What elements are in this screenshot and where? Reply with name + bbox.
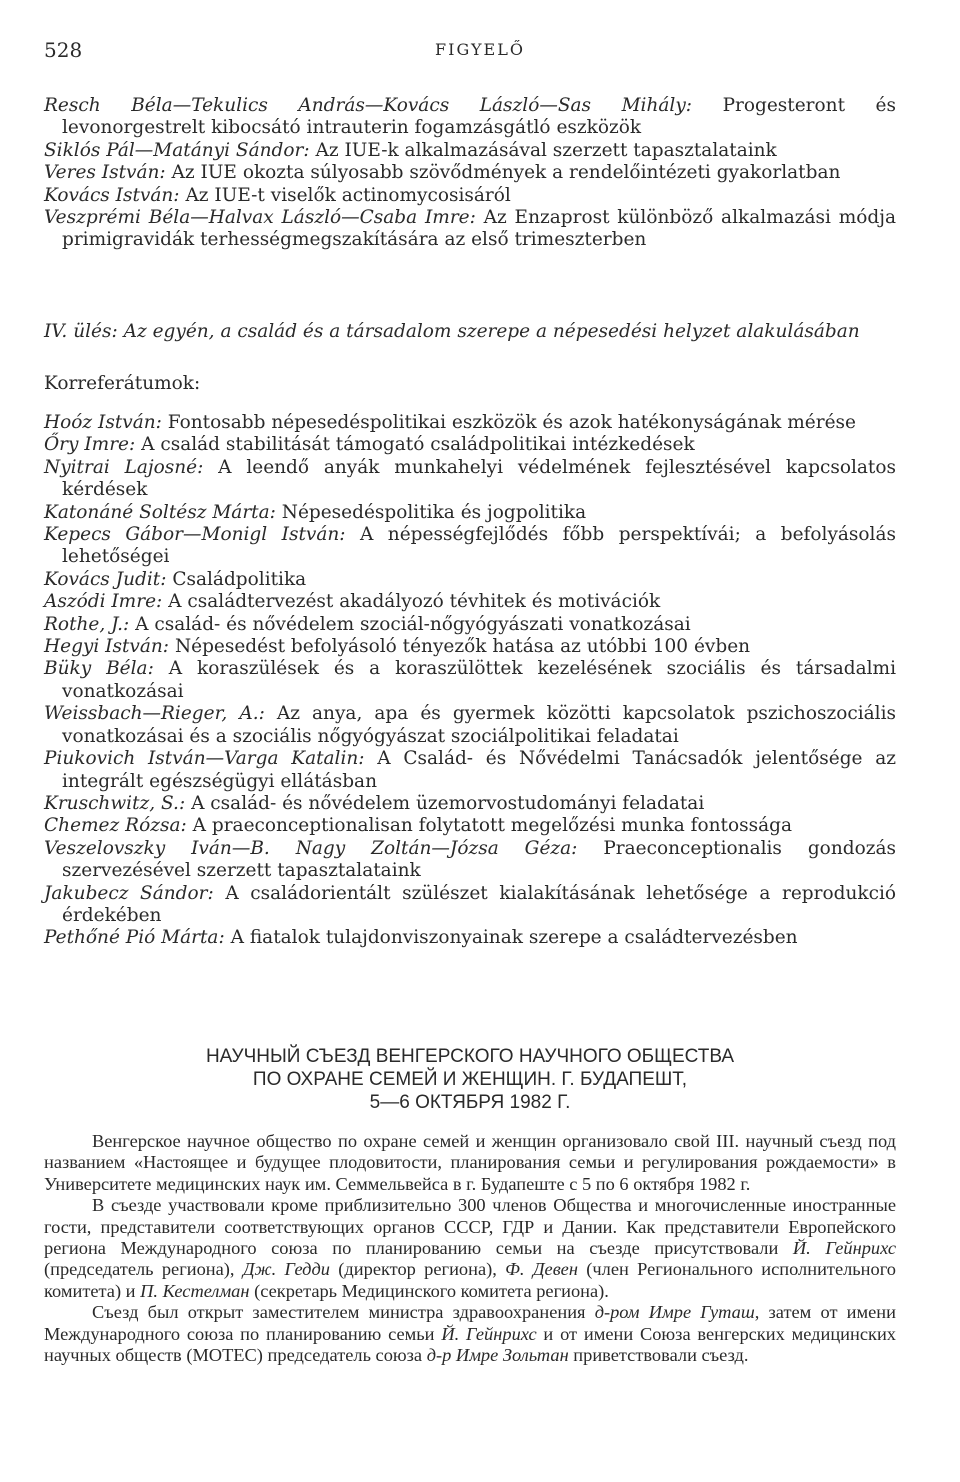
text-run: и от имени Союза венгерских медицинских научных обществ (МОТЕС) председатель союза xyxy=(44,1323,896,1366)
list-item xyxy=(44,95,896,140)
entry-author: Kruschwitz, S.: xyxy=(44,792,186,814)
entry-title: Fontosabb népesedéspolitikai eszközök és azok hatékonyságának mérése xyxy=(167,412,856,433)
session-number: IV. ülés: xyxy=(44,321,118,342)
list-item xyxy=(44,658,896,703)
entry-title: Az IUE-k alkalmazásával szerzett tapasztalataink xyxy=(315,139,777,161)
list-item xyxy=(44,883,896,928)
list-item xyxy=(44,162,896,184)
list-item xyxy=(44,614,896,636)
entry-author: Piukovich István—Varga Katalin: xyxy=(44,748,365,770)
entry-author: Veres István: xyxy=(44,162,166,184)
entry-title: A család- és nővédelem üzemorvostudományi feladatai xyxy=(191,792,705,814)
entry-title: A családtervezést akadályozó tévhitek és motivációk xyxy=(168,591,661,613)
text-run: приветствовали съезд. xyxy=(568,1345,749,1366)
entry-author: Veszelovszky Iván—B. Nagy Zoltán—Józsa Géza: xyxy=(44,837,578,859)
entry-author: Büky Béla: xyxy=(44,658,154,680)
list-item xyxy=(44,457,896,502)
page-number: 528 xyxy=(44,38,83,62)
entry-author: Siklós Pál—Matányi Sándor: xyxy=(44,139,310,161)
list-item xyxy=(44,185,896,207)
entry-title: A család- és nővédelem szociál-nőgyógyászati vonatkozásai xyxy=(135,613,691,635)
session-heading xyxy=(44,320,896,344)
entry-author: Chemez Rózsa: xyxy=(44,815,187,837)
text-run: (член Регионального исполнительного комитета) и xyxy=(44,1259,896,1301)
list-item xyxy=(44,524,896,569)
text-run: (председатель региона), xyxy=(44,1259,243,1280)
person-name: Й. Гейнрихс xyxy=(792,1238,896,1259)
section-body xyxy=(44,1131,896,1366)
section-title-line: НАУЧНЫЙ СЪЕЗД ВЕНГЕРСКОГО НАУЧНОГО ОБЩЕСТВА xyxy=(205,1046,735,1067)
paragraph xyxy=(44,1195,896,1302)
person-name: д-р Имре Зольтан xyxy=(426,1345,569,1366)
entry-title: Az IUE okozta súlyosabb szövődmények a rendelőintézeti gyakorlatban xyxy=(171,162,841,184)
entry-title: Népesedést befolyásoló tényezők hatása az utóbbi 100 évben xyxy=(174,636,751,658)
entry-title: A családorientált szülészet kialakításának lehetősége a reprodukció érdekében xyxy=(62,882,896,926)
list-item xyxy=(44,434,896,456)
entry-title: A praeconceptionalisan folytatott megelőzési munka fontossága xyxy=(192,815,792,837)
person-name: Ф. Девен xyxy=(505,1259,578,1280)
entry-author: Kepecs Gábor—Monigl István: xyxy=(44,524,346,546)
entry-title: A koraszülések és a koraszülöttek kezelésének szociális és társadalmi vonatkozásai xyxy=(62,658,896,702)
entry-title: A Család- és Nővédelmi Tanácsadók jelentősége az integrált egészségügyi ellátásban xyxy=(62,748,896,792)
section-title-line: 5—6 ОКТЯБРЯ 1982 Г. xyxy=(369,1092,571,1113)
list-item xyxy=(44,569,896,591)
person-name: Й. Гейнрихс xyxy=(441,1323,537,1344)
list-item xyxy=(44,815,896,837)
entry-author: Rothe, J.: xyxy=(44,613,130,635)
list-item xyxy=(44,703,896,748)
subheading: Korreferátumok: xyxy=(44,373,201,394)
text-run: В съезде участвовали кроме приблизительно 300 членов Общества и многочисленные иностранные гости, представители соответствующих органов СССР, ГДР и Дании. Как представители Европейского региона Международного союза по планированию семьи на съезде присутствовали xyxy=(44,1195,896,1259)
text-run: , затем от имени Международного союза по планированию семьи xyxy=(44,1302,896,1344)
entry-author: Őry Imre: xyxy=(44,434,136,456)
list-item xyxy=(44,591,896,613)
section-title-line: ПО ОХРАНЕ СЕМЕЙ И ЖЕНЩИН. Г. БУДАПЕШТ, xyxy=(252,1069,688,1090)
session-title: Az egyén, a család és a társadalom szerepe a népesedési helyzet alakulásában xyxy=(123,321,860,342)
list-item xyxy=(44,748,896,793)
entry-title: Praeconceptionalis gondozás szervezésével szerzett tapasztalataink xyxy=(62,837,896,882)
list-item xyxy=(44,502,896,524)
paragraph xyxy=(44,1302,896,1366)
list-item xyxy=(44,838,896,883)
running-title: FIGYELŐ xyxy=(435,40,525,59)
list-item xyxy=(44,793,896,815)
entry-title: Családpolitika xyxy=(172,568,307,590)
entry-title: Progesteront és levonorgestrelt kibocsátó intrauterin fogamzásgátló eszközök xyxy=(62,95,896,139)
entry-author: Hegyi István: xyxy=(44,636,170,658)
entry-author: Aszódi Imre: xyxy=(44,591,163,613)
entry-author: Jakubecz Sándor: xyxy=(44,882,214,904)
list-item xyxy=(44,207,896,252)
text-run: (секретарь Медицинского комитета региона). xyxy=(249,1280,609,1301)
entry-title: Az anya, apa és gyermek közötti kapcsolatok pszichoszociális vonatkozásai és a szociális nőgyógyászat szociálpolitikai feladatai xyxy=(62,703,896,747)
paragraph: Венгерское научное общество по охране семей и женщин организовало свой III. научный съезд под названием «Настоящее и будущее плодовитости, планирования семьи и регулирования рождаемости» в Университете медицинских наук им. Семмельвейса в г. Будапеште с 5 по 6 октября 1982 г. xyxy=(44,1131,896,1194)
text-run: Съезд был открыт заместителем министра здравоохранения xyxy=(92,1302,595,1323)
entry-title: Népesedéspolitika és jogpolitika xyxy=(281,501,587,523)
entry-title: A népességfejlődés főbb perspektívái; a befolyásolás lehetőségei xyxy=(62,524,896,568)
person-name: д-ром Имре Гуташ xyxy=(594,1302,755,1323)
entry-author: Kovács Judit: xyxy=(44,568,167,590)
entry-title: A család stabilitását támogató családpolitikai intézkedések xyxy=(141,434,695,456)
list-item xyxy=(44,927,896,949)
person-name: П. Кестелман xyxy=(140,1280,250,1301)
entry-author: Pethőné Pió Márta: xyxy=(44,927,225,949)
entry-title: A fiatalok tulajdonviszonyainak szerepe a családtervezésben xyxy=(230,927,798,949)
section-title xyxy=(44,1045,896,1114)
entries-list-top xyxy=(44,95,896,252)
entry-title: Az IUE-t viselők actinomycosisáról xyxy=(185,184,511,206)
entry-author: Veszprémi Béla—Halvax László—Csaba Imre: xyxy=(44,207,476,229)
entry-author: Katonáné Soltész Márta: xyxy=(44,501,276,523)
entries-list-session xyxy=(44,412,896,950)
entry-author: Resch Béla—Tekulics András—Kovács László—Sas Mihály: xyxy=(44,95,693,116)
list-item xyxy=(44,412,896,434)
list-item xyxy=(44,636,896,658)
entry-author: Nyitrai Lajosné: xyxy=(44,456,204,478)
text-run: (директор региона), xyxy=(329,1259,506,1280)
entry-title: A leendő anyák munkahelyi védelmének fejlesztésével kapcsolatos kérdések xyxy=(62,456,896,501)
entry-title: Az Enzaprost különböző alkalmazási módja primigravidák terhességmegszakítására az első trimeszterben xyxy=(62,207,896,251)
list-item xyxy=(44,140,896,162)
entry-author: Weissbach—Rieger, A.: xyxy=(44,703,265,725)
page-header xyxy=(44,38,916,68)
entry-author: Hoóz István: xyxy=(44,412,162,433)
entry-author: Kovács István: xyxy=(44,184,180,206)
person-name: Дж. Гедди xyxy=(242,1259,330,1280)
